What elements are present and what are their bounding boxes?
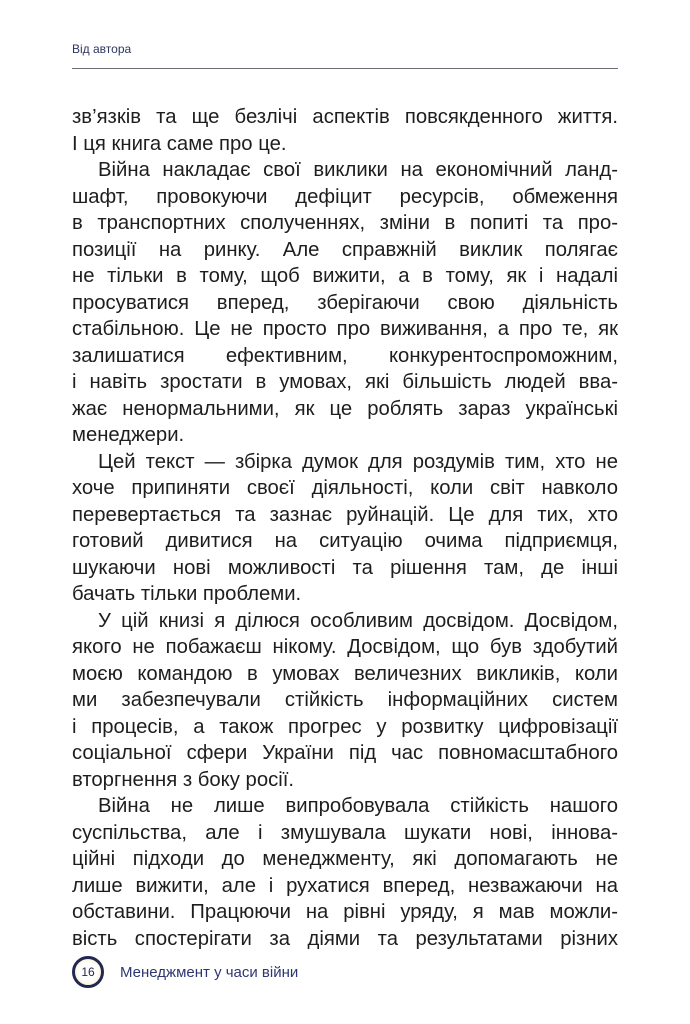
text-line: не тільки в тому, щоб вижити, а в тому, як і надалі (72, 265, 618, 287)
text-line: суспільства, але і змушувала шукати нові, іннова- (72, 821, 618, 844)
text-line: І ця книга саме про це. (72, 132, 287, 155)
page-number-badge (72, 956, 104, 988)
text-line: моєю командою в умовах величезних викликів, коли (72, 662, 618, 685)
header-divider (72, 68, 618, 69)
text-line: зв’язків та ще безлічі аспектів повсякденного життя. (72, 106, 618, 128)
text-line: залишатися ефективним, конкурентоспроможним, (72, 344, 618, 367)
text-line: перевертається та зазнає руйнацій. Це для тих, хто (72, 503, 618, 526)
footer (72, 956, 298, 988)
text-line: вторгнення з боку росії. (72, 768, 295, 791)
book-title: Менеджмент у часи війни (120, 963, 299, 981)
text-line: Війна не лише випробовувала стійкість нашого (98, 795, 618, 817)
text-line: ми забезпечували стійкість інформаційних систем (72, 689, 618, 711)
text-line: і навіть зростати в умовах, які більшість людей вва- (72, 371, 618, 393)
text-line: Цей текст — збірка думок для роздумів тим, хто не (98, 450, 618, 473)
text-line: менеджери. (72, 424, 185, 446)
text-line: якого не побажаєш нікому. Досвідом, що був здобутий (72, 636, 618, 658)
text-line: лише вижити, але і рухатися вперед, незважаючи на (72, 874, 618, 897)
text-line: стабільною. Це не просто про виживання, а про те, як (72, 318, 618, 340)
text-line: шафт, провокуючи дефіцит ресурсів, обмеження (72, 185, 618, 208)
text-line: позиції на ринку. Але справжній виклик полягає (72, 238, 618, 261)
text-line: У цій книзі я ділюся особливим досвідом. Досвідом, (98, 609, 618, 632)
text-line: хоче припиняти своєї діяльності, коли світ навколо (72, 477, 618, 499)
text-line: в транспортних сполученнях, зміни в попиті та про- (72, 212, 618, 234)
text-line: просуватися вперед, зберігаючи свою діяльність (72, 291, 618, 314)
page-number: 16 (81, 965, 95, 979)
body-text (72, 104, 618, 952)
text-line: готовий дивитися на ситуацію очима підприємця, (72, 530, 618, 552)
text-line: вість спостерігати за діями та результатами різних (72, 927, 618, 950)
running-head: Від автора (72, 42, 132, 56)
text-line: жає ненормальними, як це роблять зараз українські (72, 397, 618, 420)
text-line: Війна накладає свої виклики на економічний ланд- (98, 159, 618, 181)
text-line: і процесів, а також прогрес у розвитку цифровізації (72, 715, 618, 738)
text-line: шукаючи нові можливості та рішення там, де інші (72, 556, 618, 579)
text-line: ційні підходи до менеджменту, які допомагають не (72, 848, 618, 870)
text-line: обставини. Працюючи на рівні уряду, я мав можли- (72, 901, 618, 923)
text-line: бачать тільки проблеми. (72, 583, 302, 605)
text-line: соціальної сфери України під час повномасштабного (72, 742, 618, 764)
